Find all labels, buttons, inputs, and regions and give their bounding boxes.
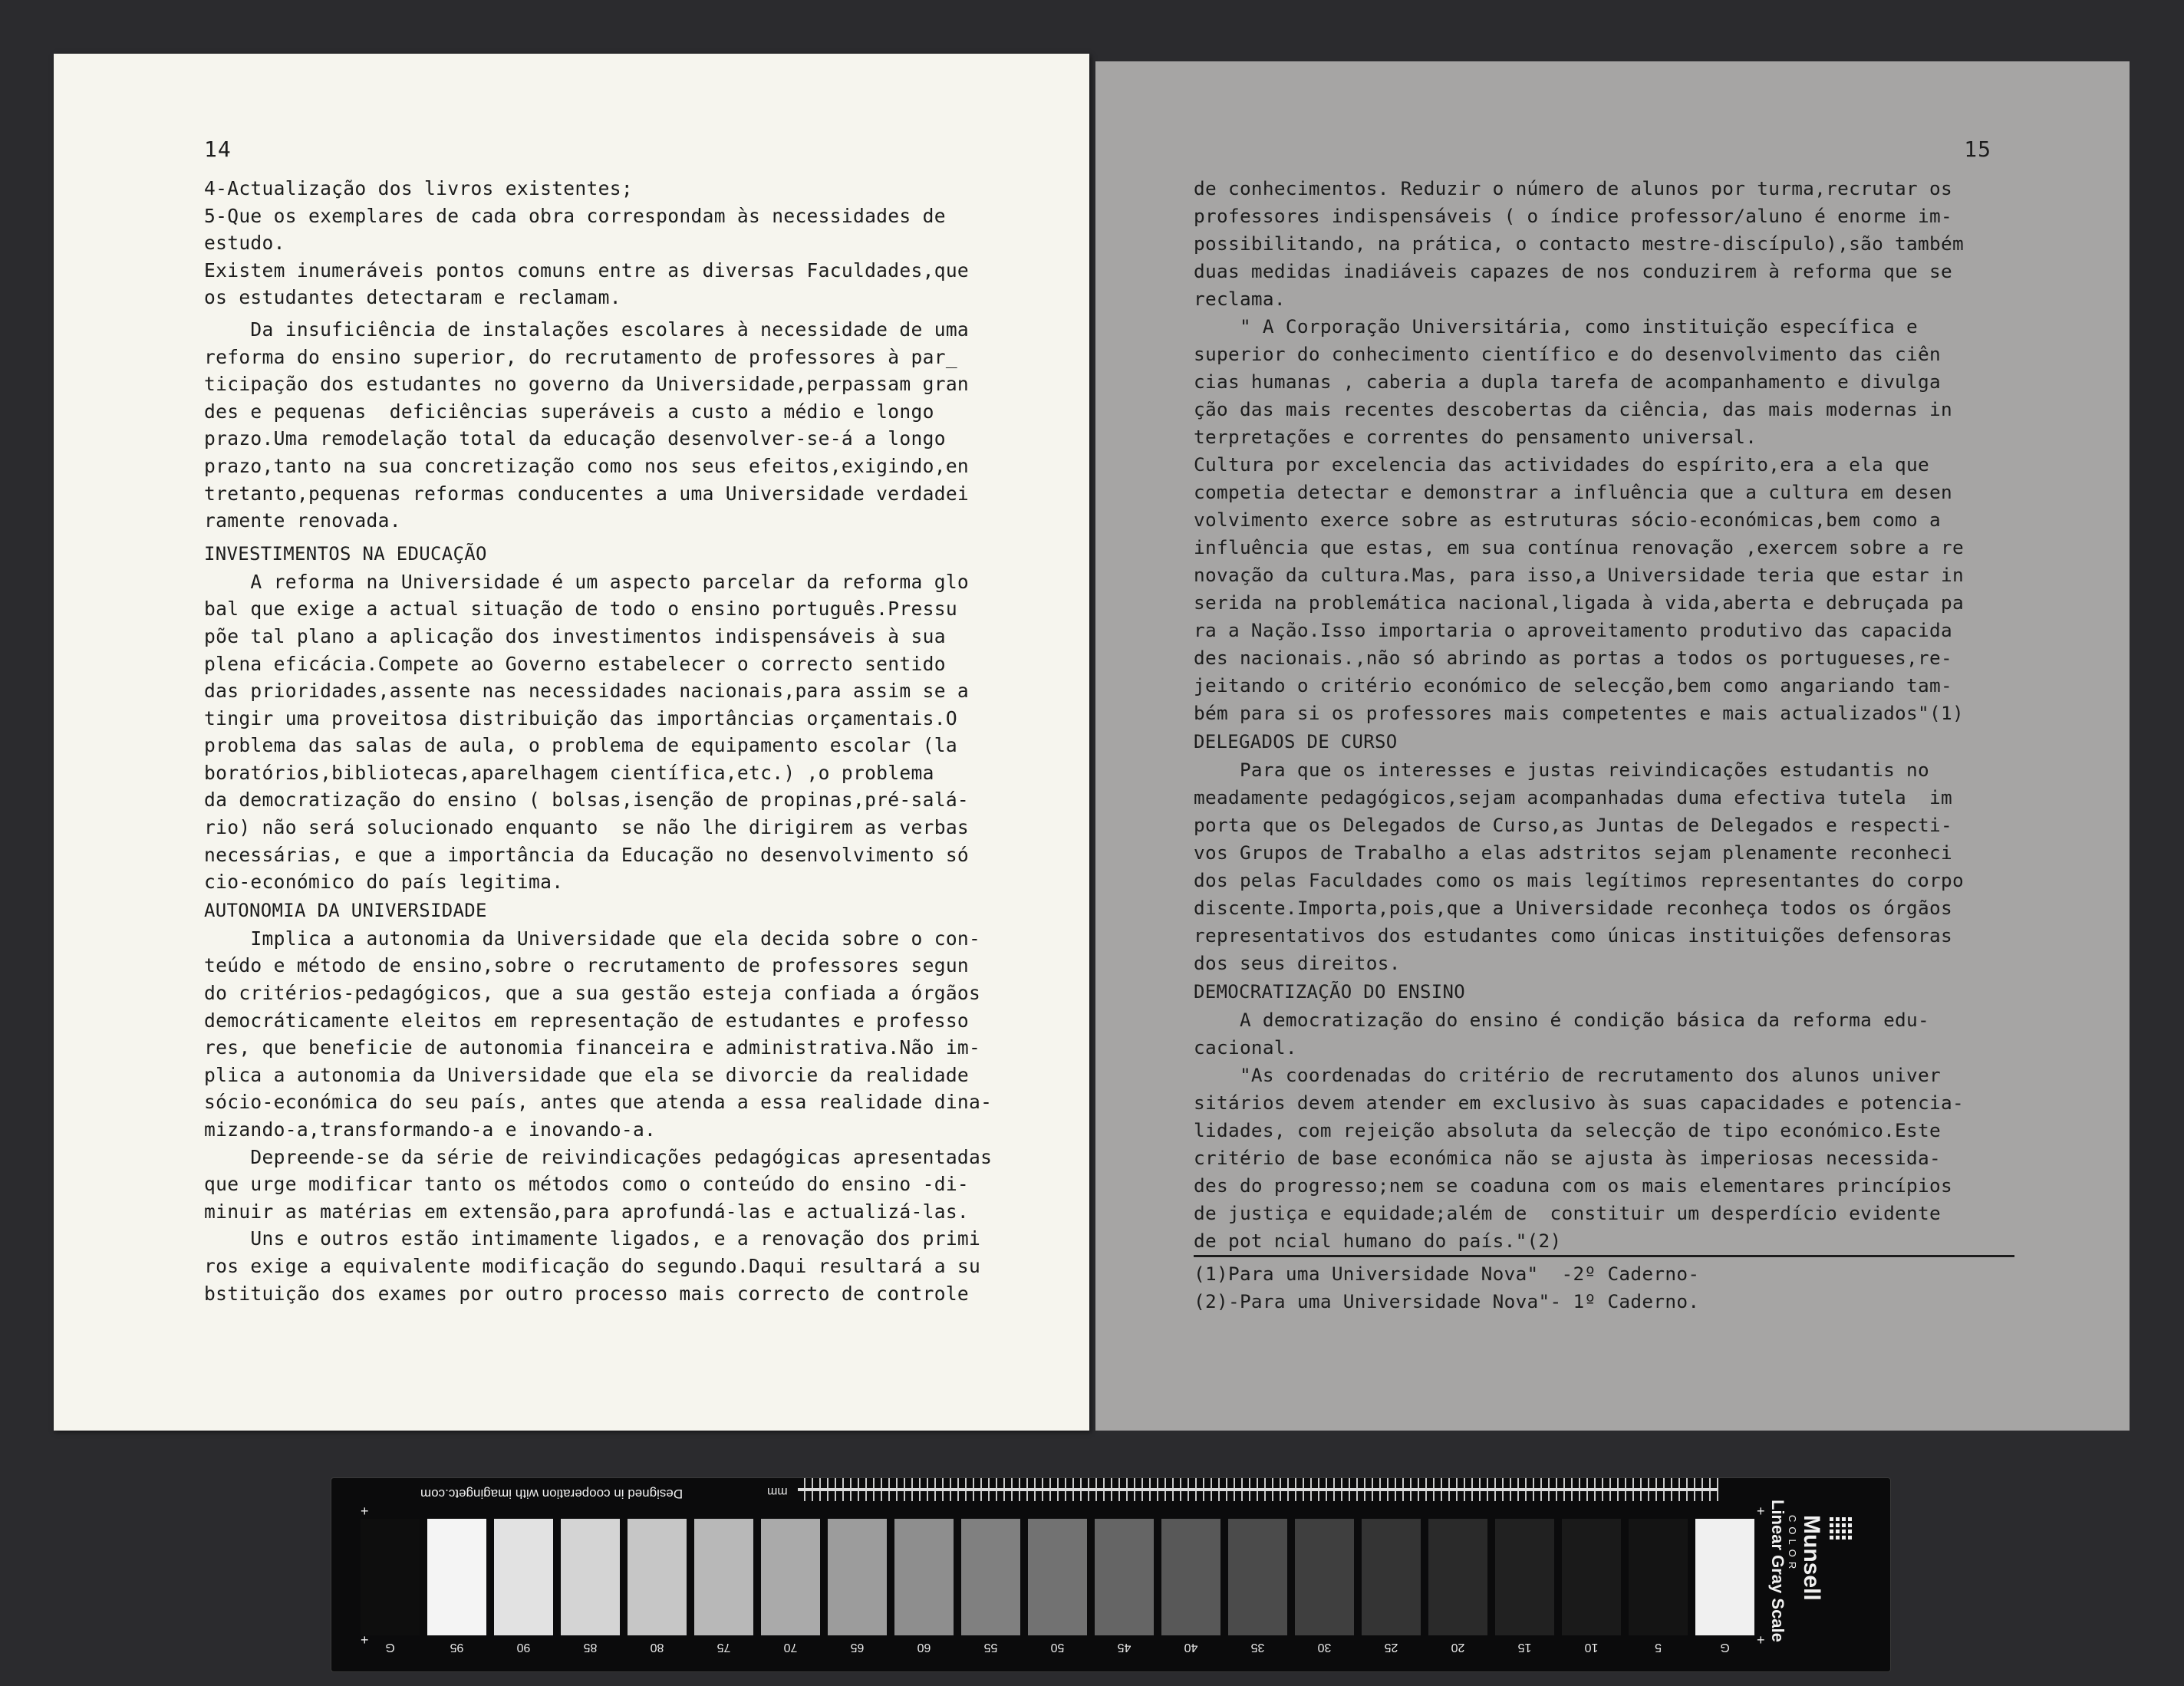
gray-patch — [1695, 1519, 1754, 1635]
text-line: lidades, com rejeição absoluta da selecção de tipo económico.Este — [1194, 1119, 1941, 1141]
gray-patch-labels — [361, 1640, 1754, 1654]
text-line: professores indispensáveis ( o índice professor/aluno é enorme im- — [1194, 205, 1952, 227]
text-line: sócio-económica do seu país, antes que atenda a essa realidade dina- — [204, 1091, 993, 1114]
text-line: prazo,tanto na sua concretização como nos seus efeitos,exigindo,en — [204, 454, 970, 477]
text-line: Para que os interesses e justas reivindicações estudantis no — [1194, 759, 1930, 781]
gray-patch — [828, 1519, 887, 1635]
gray-patches — [361, 1519, 1754, 1635]
text-line: cias humanas , caberia a dupla tarefa de acompanhamento e divulga — [1194, 370, 1941, 393]
text-line: ção das mais recentes descobertas da ciência, das mais modernas in — [1194, 398, 1952, 420]
section-heading: AUTONOMIA DA UNIVERSIDADE — [204, 899, 487, 921]
text-line: ticipação dos estudantes no governo da Universidade,perpassam gran — [204, 373, 970, 396]
gray-patch-label: 85 — [583, 1641, 598, 1654]
gray-patch-label: 40 — [1184, 1641, 1198, 1654]
text-line: representativos dos estudantes como únicas instituições defensoras — [1194, 924, 1952, 947]
text-line: Cultura por excelencia das actividades do espírito,era a ela que — [1194, 453, 1930, 476]
text-line: ramente renovada. — [204, 509, 401, 532]
text-line: ra a Nação.Isso importaria o aproveitamento produtivo das capacida — [1194, 619, 1952, 641]
registration-mark: + — [1757, 1632, 1765, 1648]
text-line: jeitando o critério económico de selecção,bem como angariando tam- — [1194, 674, 1952, 696]
text-line: dos pelas Faculdades como os mais legítimos representantes do corpo — [1194, 869, 1964, 891]
text-line: Da insuficiência de instalações escolares à necessidade de uma — [204, 318, 970, 341]
footnote-rule — [1194, 1255, 2014, 1257]
text-line: res, que beneficie de autonomia financeira e administrativa.Não im- — [204, 1036, 981, 1059]
gray-patch-label: 70 — [783, 1641, 798, 1654]
brand-name: Munsell — [1799, 1515, 1824, 1601]
text-line: competia detectar e demonstrar a influência que a cultura em desen — [1194, 481, 1952, 503]
gray-patch — [427, 1519, 486, 1635]
right-paragraph-2 — [1194, 313, 2076, 727]
footnotes — [1194, 1260, 2076, 1316]
right-paragraph-4 — [1194, 1006, 2076, 1255]
text-line: 5-Que os exemplares de cada obra correspondam às necessidades de — [204, 204, 946, 227]
right-paragraph-1 — [1194, 175, 2076, 313]
gray-patch — [1228, 1519, 1287, 1635]
ruler-unit-label: mm — [767, 1485, 788, 1498]
gray-patch-label: 35 — [1250, 1641, 1265, 1654]
text-line: des do progresso;nem se coaduna com os mais elementares princípios — [1194, 1174, 1952, 1197]
gray-patch-label: 80 — [650, 1641, 664, 1654]
text-line: estudo. — [204, 232, 285, 255]
text-line: vos Grupos de Trabalho a elas adstritos sejam plenamente reconheci — [1194, 841, 1952, 864]
gray-patch-label: 10 — [1584, 1641, 1599, 1654]
gray-patch — [1428, 1519, 1487, 1635]
text-line: reclama. — [1194, 288, 1286, 310]
text-line: Implica a autonomia da Universidade que ela decida sobre o con- — [204, 927, 981, 950]
gray-patch-label: 20 — [1451, 1641, 1465, 1654]
gray-patch-label: 15 — [1517, 1641, 1532, 1654]
ruler-strip — [798, 1488, 1718, 1491]
text-line: 4-Actualização dos livros existentes; — [204, 177, 633, 199]
left-page — [54, 54, 1089, 1431]
text-line: Depreende-se da série de reivindicações pedagógicas apresentadas — [204, 1145, 993, 1168]
gray-patch-label: 90 — [516, 1641, 531, 1654]
gray-patch-label: 45 — [1117, 1641, 1132, 1654]
left-paragraph-1 — [204, 175, 1028, 311]
gray-patch-label: 30 — [1317, 1641, 1332, 1654]
gray-patch-label: 75 — [716, 1641, 731, 1654]
text-line: os estudantes detectaram e reclamam. — [204, 286, 621, 309]
brand-subtitle: COLOR — [1787, 1515, 1798, 1574]
text-line: Existem inumeráveis pontos comuns entre as diversas Faculdades,que — [204, 258, 970, 282]
text-line: porta que os Delegados de Curso,as Juntas de Delegados e respecti- — [1194, 814, 1952, 836]
text-line: problema das salas de aula, o problema de equipamento escolar (la — [204, 734, 957, 757]
text-line: plica a autonomia da Universidade que ela se divorcie da realidade — [204, 1063, 970, 1086]
gray-patch-label: 65 — [850, 1641, 865, 1654]
text-line: des e pequenas deficiências superáveis a custo a médio e longo — [204, 400, 934, 423]
text-line: Uns e outros estão intimamente ligados, e a renovação dos primi — [204, 1227, 981, 1250]
gray-patch — [1495, 1519, 1554, 1635]
text-line: das prioridades,assente nas necessidades nacionais,para assim se a — [204, 680, 970, 703]
gray-patch — [628, 1519, 687, 1635]
brand-block — [1787, 1515, 1856, 1653]
left-paragraph-3 — [204, 568, 1028, 896]
text-line: rio) não será solucionado enquanto se não lhe dirigirem as verbas — [204, 816, 970, 839]
gray-patch — [961, 1519, 1020, 1635]
section-heading: DEMOCRATIZAÇÃO DO ENSINO — [1194, 981, 1465, 1003]
text-line: bal que exige a actual situação de todo o ensino português.Pressu — [204, 598, 957, 621]
gray-patch — [494, 1519, 553, 1635]
scale-title: Linear Gray Scale — [1768, 1500, 1787, 1642]
text-line: necessárias, e que a importância da Educação no desenvolvimento só — [204, 843, 970, 866]
text-line: minuir as matérias em extensão,para aprofundá-las e actualizá-las. — [204, 1200, 970, 1223]
text-line: discente.Importa,pois,que a Universidade reconheça todos os órgãos — [1194, 897, 1952, 919]
text-line: de conhecimentos. Reduzir o número de alunos por turma,recrutar os — [1194, 177, 1952, 199]
text-line: reforma do ensino superior, do recrutamento de professores à par_ — [204, 345, 957, 368]
gray-patch — [694, 1519, 753, 1635]
text-line: volvimento exerce sobre as estruturas sócio-económicas,bem como a — [1194, 509, 1941, 531]
text-line: ros exige a equivalente modificação do segundo.Daqui resultará a su — [204, 1254, 981, 1277]
left-paragraph-4 — [204, 925, 1028, 1307]
right-page — [1095, 61, 2130, 1431]
text-line: cacional. — [1194, 1036, 1297, 1059]
gray-patch — [1362, 1519, 1421, 1635]
text-line: teúdo e método de ensino,sobre o recrutamento de professores segun — [204, 954, 970, 977]
text-line: plena eficácia.Compete ao Governo estabelecer o correcto sentido — [204, 652, 946, 675]
section-heading: INVESTIMENTOS NA EDUCAÇÃO — [204, 542, 487, 565]
text-line: boratórios,bibliotecas,aparelhagem científica,etc.) ,o problema — [204, 761, 934, 784]
text-line: sitários devem atender em exclusivo às suas capacidades e potencia- — [1194, 1092, 1964, 1114]
gray-patch-label: G — [1720, 1641, 1730, 1654]
section-heading: DELEGADOS DE CURSO — [1194, 731, 1398, 752]
text-line: duas medidas inadiáveis capazes de nos conduzirem à reforma que se — [1194, 260, 1952, 282]
text-line: meadamente pedagógicos,sejam acompanhadas duma efectiva tutela im — [1194, 786, 1952, 808]
gray-patch-label: 95 — [450, 1641, 464, 1654]
gray-patch-label: 5 — [1655, 1641, 1662, 1654]
target-credit: Designed in cooperation with imagingetc.com — [420, 1487, 684, 1501]
page-number: 15 — [1964, 137, 1991, 162]
text-line: " A Corporação Universitária, como instituição específica e — [1194, 315, 1919, 338]
text-line: des nacionais.,não só abrindo as portas a todos os portugueses,re- — [1194, 647, 1952, 669]
registration-mark: + — [1757, 1503, 1765, 1519]
left-paragraph-2 — [204, 316, 1028, 535]
registration-mark: + — [361, 1503, 369, 1519]
gray-patch — [1095, 1519, 1154, 1635]
text-line: cio-económico do país legitima. — [204, 871, 564, 894]
text-line: que urge modificar tanto os métodos como o conteúdo do ensino -di- — [204, 1173, 970, 1196]
right-paragraph-3 — [1194, 756, 2076, 977]
gray-patch-label: G — [385, 1641, 395, 1654]
text-line: novação da cultura.Mas, para isso,a Universidade teria que estar in — [1194, 564, 1964, 586]
gray-patch — [894, 1519, 954, 1635]
text-line: superior do conhecimento científico e do desenvolvimento das ciên — [1194, 343, 1941, 365]
text-line: bém para si os professores mais competentes e mais actualizados"(1) — [1194, 702, 1964, 724]
gray-patch — [1295, 1519, 1354, 1635]
text-line: põe tal plano a aplicação dos investimentos indispensáveis à sua — [204, 624, 946, 647]
text-line: critério de base económica não se ajusta às imperiosas necessida- — [1194, 1147, 1941, 1169]
text-line: tretanto,pequenas reformas conducentes a uma Universidade verdadei — [204, 482, 970, 505]
text-line: bstituição dos exames por outro processo mais correcto de controle — [204, 1282, 970, 1305]
gray-patch-label: 50 — [1050, 1641, 1065, 1654]
text-line: prazo.Uma remodelação total da educação desenvolver-se-á a longo — [204, 427, 946, 450]
text-line: "As coordenadas do critério de recrutamento dos alunos univer — [1194, 1064, 1941, 1086]
footnote: (1)Para uma Universidade Nova" -2º Caderno- — [1194, 1263, 1700, 1285]
registration-mark: + — [361, 1632, 369, 1648]
gray-patch-label: 60 — [917, 1641, 931, 1654]
page-number: 14 — [204, 137, 232, 162]
text-line: terpretações e correntes do pensamento universal. — [1194, 426, 1757, 448]
gray-patch — [1028, 1519, 1087, 1635]
text-line: dos seus direitos. — [1194, 952, 1401, 974]
gray-patch — [1161, 1519, 1220, 1635]
gray-patch — [1629, 1519, 1688, 1635]
text-line: tingir uma proveitosa distribuição das importâncias orçamentais.O — [204, 706, 957, 729]
text-line: de pot ncial humano do país."(2) — [1194, 1230, 1562, 1252]
footnote: (2)-Para uma Universidade Nova"- 1º Caderno. — [1194, 1290, 1700, 1312]
gray-patch-label: 55 — [983, 1641, 998, 1654]
text-line: democráticamente eleitos em representação de estudantes e professo — [204, 1009, 970, 1032]
text-line: da democratização do ensino ( bolsas,isenção de propinas,pré-salá- — [204, 789, 970, 812]
gray-patch — [761, 1519, 820, 1635]
gray-patch — [561, 1519, 620, 1635]
text-line: possibilitando, na prática, o contacto mestre-discípulo),são também — [1194, 232, 1964, 255]
text-line: de justiça e equidade;além de constituir um desperdício evidente — [1194, 1202, 1941, 1224]
gray-patch — [1562, 1519, 1621, 1635]
text-line: A reforma na Universidade é um aspecto parcelar da reforma glo — [204, 570, 970, 593]
text-line: influência que estas, em sua contínua renovação ,exercem sobre a re — [1194, 536, 1964, 558]
gray-patch-label: 25 — [1384, 1641, 1398, 1654]
text-line: A democratização do ensino é condição básica da reforma edu- — [1194, 1009, 1930, 1031]
text-line: serida na problemática nacional,ligada à vida,aberta e debruçada pa — [1194, 591, 1964, 614]
text-line: mizando-a,transformando-a e inovando-a. — [204, 1118, 657, 1141]
text-line: do critérios-pedagógicos, que a sua gestão esteja confiada a órgãos — [204, 982, 981, 1005]
gray-patch — [361, 1519, 420, 1635]
